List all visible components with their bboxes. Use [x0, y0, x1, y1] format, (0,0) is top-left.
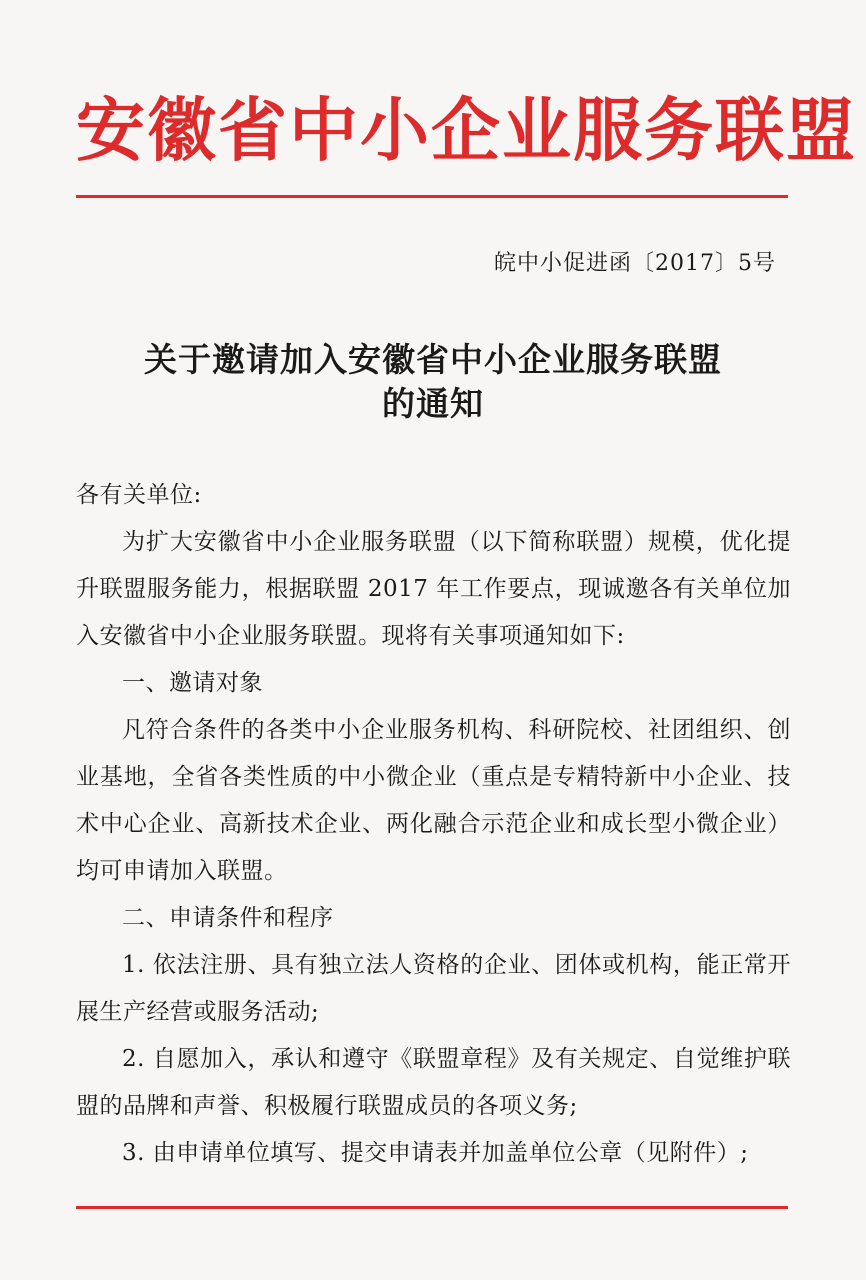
document-body [76, 472, 791, 1177]
condition-item-3: 3. 由申请单位填写、提交申请表并加盖单位公章（见附件）; [122, 1140, 749, 1166]
letterhead-title: 安徽省中小企业服务联盟 [76, 90, 857, 171]
section2-heading: 二、申请条件和程序 [122, 905, 334, 931]
section1-heading: 一、邀请对象 [122, 670, 263, 696]
salutation: 各有关单位: [76, 482, 202, 508]
intro-paragraph: 为扩大安徽省中小企业服务联盟（以下简称联盟）规模，优化提升联盟服务能力，根据联盟 2017 年工作要点，现诚邀各有关单位加入安徽省中小企业服务联盟。现将有关事项通知如下: [76, 529, 791, 649]
section1-paragraph: 凡符合条件的各类中小企业服务机构、科研院校、社团组织、创业基地，全省各类性质的中小微企业（重点是专精特新中小企业、技术中心企业、高新技术企业、两化融合示范企业和成长型小微企业）均可申请加入联盟。 [76, 717, 791, 884]
document-number: 皖中小促进函〔2017〕5号 [494, 251, 776, 276]
notice-title-line2: 的通知 [382, 384, 484, 423]
letterhead-red-rule [76, 195, 788, 198]
condition-item-2: 2. 自愿加入，承认和遵守《联盟章程》及有关规定、自觉维护联盟的品牌和声誉、积极履行联盟成员的各项义务; [76, 1046, 791, 1119]
notice-title-line1: 关于邀请加入安徽省中小企业服务联盟 [144, 340, 722, 379]
footer-red-rule [76, 1206, 788, 1209]
condition-item-1: 1. 依法注册、具有独立法人资格的企业、团体或机构，能正常开展生产经营或服务活动; [76, 952, 791, 1025]
